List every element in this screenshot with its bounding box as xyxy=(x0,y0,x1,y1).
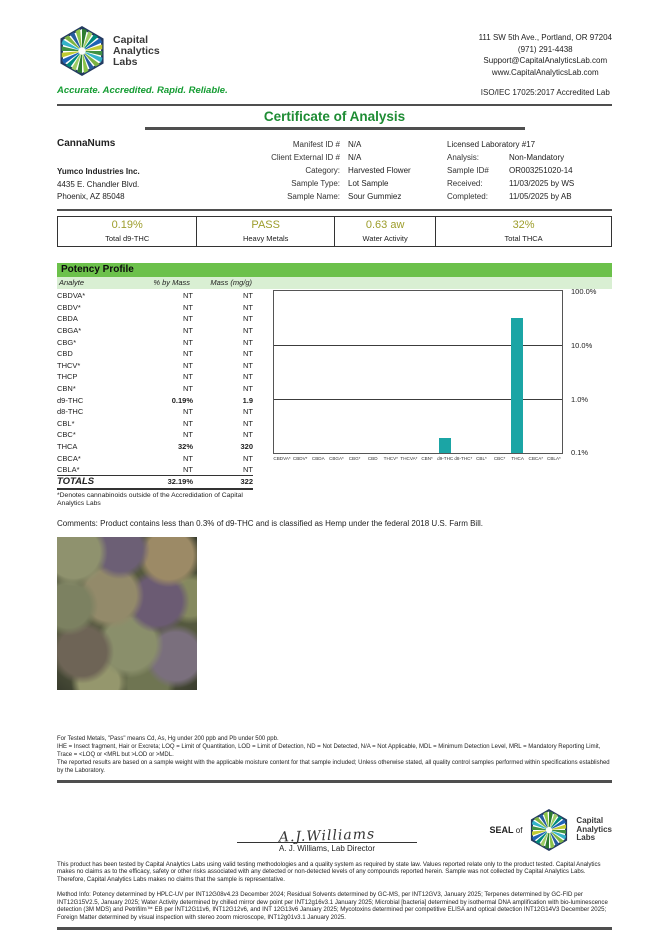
result-label: Total THCA xyxy=(504,234,543,243)
totals-label: TOTALS xyxy=(57,476,133,489)
lab-license: Licensed Laboratory #17 xyxy=(447,139,536,149)
analyte-pct: 32% xyxy=(177,442,193,452)
analyte-pct: 0.19% xyxy=(171,395,193,405)
analyte-pct: NT xyxy=(183,384,193,394)
analyte-name: CBLA* xyxy=(57,464,80,474)
lab-logo-icon xyxy=(57,26,107,76)
chart-x-label: CBD xyxy=(367,456,378,461)
potency-footnote: *Denotes cannabinoids outside of the Accredidation of Capital Analytics Labs xyxy=(57,491,243,507)
fineprint-abbreviations: IHE = Insect fragment, Hair or Excreta; LOQ = Limit of Quantitation, LOD = Limit of Detection, ND = Not Detected, N/A = Not Applicable, MDL = Minimum Detection Level, MRL = Mandatory Reporting Limit, Trace = <LOQ or <MRL but >LOD or >MDL. xyxy=(57,744,601,758)
analyte-mass: 320 xyxy=(240,442,253,452)
potency-row xyxy=(57,371,253,383)
lab-address-line: 111 SW 5th Ave., Portland, OR 97204 xyxy=(478,33,612,42)
potency-row xyxy=(57,360,253,372)
analyte-pct: NT xyxy=(183,407,193,417)
potency-row xyxy=(57,383,253,395)
disclaimer-paragraph: This product has been tested by Capital Analytics Labs using valid testing methodologies and a quality system as required by state law. Values reported relate only to the product tested. Capital Analytics makes no claims as to the efficacy, safety or other risks associated with any detected or non-detected levels of any compounds reported herein. Sample was not collected by Capital Analytics Labs. Therefore, Capital Analytics Labs makes no claims that the sample is representative. xyxy=(57,860,601,883)
ytick-10: 10.0% xyxy=(571,340,593,350)
potency-row xyxy=(57,452,253,464)
field-label: Sample ID# xyxy=(447,165,489,175)
analyte-name: THCA xyxy=(57,442,78,452)
analyte-mass: NT xyxy=(243,384,253,394)
signature-block xyxy=(237,828,417,853)
field-label: Received: xyxy=(447,178,483,188)
result-label: Water Activity xyxy=(362,234,408,243)
chart-x-labels xyxy=(273,456,563,461)
ytick-0_1: 0.1% xyxy=(571,448,589,457)
result-total-d9-thc xyxy=(58,217,197,246)
field-value: OR003251020-14 xyxy=(509,165,573,175)
analyte-mass: NT xyxy=(243,291,253,301)
seal-label xyxy=(490,825,523,835)
analyte-name: CBDVA* xyxy=(57,291,86,301)
potency-section-title: Potency Profile xyxy=(57,263,612,277)
info-divider xyxy=(57,209,612,212)
result-water-activity xyxy=(335,217,436,246)
lab-logo-wordmark xyxy=(113,35,160,68)
accreditation-note: ISO/IEC 17025:2017 Accredited Lab xyxy=(480,88,610,97)
analyte-name: CBD xyxy=(57,349,73,359)
field-value: N/A xyxy=(348,152,362,162)
field-label: Sample Name: xyxy=(287,191,340,201)
chart-x-label: CBN* xyxy=(421,456,433,461)
field-value: N/A xyxy=(348,139,362,149)
analyte-name: CBDV* xyxy=(57,302,81,312)
lab-email-link[interactable]: Support@CapitalAnalyticsLab.com xyxy=(483,56,608,65)
chart-x-label: CBC* xyxy=(493,456,506,461)
analyte-name: CBDA xyxy=(57,314,78,324)
field-label: Analysis: xyxy=(447,152,480,162)
header-left xyxy=(57,26,228,99)
field-value: 11/05/2025 by AB xyxy=(509,191,572,201)
potency-row xyxy=(57,429,253,441)
analyte-name: CBC* xyxy=(57,430,76,440)
field-value: Non-Mandatory xyxy=(509,152,565,162)
logo-word-2: Analytics xyxy=(576,824,612,834)
analyte-mass: NT xyxy=(243,453,253,463)
analyte-pct: NT xyxy=(183,360,193,370)
chart-x-label: CBDA xyxy=(311,456,325,461)
field-label: Client External ID # xyxy=(271,152,340,162)
analyte-name: CBGA* xyxy=(57,326,82,336)
potency-row xyxy=(57,464,253,476)
analyte-pct: NT xyxy=(183,464,193,474)
chart-bar-d9-THC xyxy=(439,438,451,453)
analyte-mass: NT xyxy=(243,337,253,347)
totals-pct: 32.19% xyxy=(133,476,193,489)
logo-word-2: Analytics xyxy=(113,44,160,57)
chart-x-label: CBGA* xyxy=(329,456,344,461)
client-block xyxy=(57,138,232,204)
fineprint-block xyxy=(57,736,612,776)
seal-block xyxy=(490,809,613,853)
analyte-pct: NT xyxy=(183,302,193,312)
chart-x-label: THCV* xyxy=(383,456,398,461)
totals-mass: 322 xyxy=(193,476,253,489)
result-heavy-metals xyxy=(197,217,335,246)
summary-results-strip xyxy=(57,216,612,247)
seal-logo-icon xyxy=(528,809,570,851)
potency-row xyxy=(57,290,253,302)
result-value: PASS xyxy=(251,219,280,231)
sample-fields-block xyxy=(232,138,447,204)
chart-x-label: d9-THC xyxy=(437,456,454,461)
analyte-name: d9-THC xyxy=(57,395,84,405)
analyte-mass: NT xyxy=(243,430,253,440)
potency-table xyxy=(57,290,253,490)
client-address-1: 4435 E. Chandler Blvd. xyxy=(57,179,140,189)
analyte-mass: NT xyxy=(243,314,253,324)
lab-fields-block xyxy=(447,138,612,204)
analyte-mass: 1.9 xyxy=(242,395,253,405)
field-value: Harvested Flower xyxy=(348,165,411,175)
analyte-name: CBG* xyxy=(57,337,77,347)
potency-column-headers xyxy=(57,277,612,289)
col-header-analyte: Analyte xyxy=(59,278,85,287)
chart-x-label: d8-THC* xyxy=(454,456,473,461)
result-value: 32% xyxy=(512,219,535,231)
chart-x-label: CBCA* xyxy=(528,456,544,461)
chart-y-labels xyxy=(569,287,607,457)
analyte-mass: NT xyxy=(243,326,253,336)
analyte-mass: NT xyxy=(243,372,253,382)
document-title: Certificate of Analysis xyxy=(263,109,406,124)
potency-totals-row xyxy=(57,476,253,489)
analyte-mass: NT xyxy=(243,407,253,417)
potency-row xyxy=(57,418,253,430)
chart-x-label: CBDVA* xyxy=(273,456,291,461)
logo-word-3: Labs xyxy=(113,55,138,68)
potency-table-wrap xyxy=(57,290,253,509)
lab-phone: (971) 291-4438 xyxy=(517,44,573,54)
analyte-name: d8-THC xyxy=(57,407,84,417)
analyte-mass: NT xyxy=(243,360,253,370)
col-header-mass: Mass (mg/g) xyxy=(210,278,252,287)
potency-table-body xyxy=(57,290,253,476)
potency-row xyxy=(57,441,253,453)
col-header-pct: % by Mass xyxy=(153,278,190,287)
analyte-pct: NT xyxy=(183,372,193,382)
potency-row xyxy=(57,325,253,337)
analyte-mass: NT xyxy=(243,349,253,359)
analyte-name: CBL* xyxy=(57,418,75,428)
field-label: Manifest ID # xyxy=(292,139,340,149)
potency-row xyxy=(57,348,253,360)
chart-x-label: CBL* xyxy=(476,456,487,461)
logo-word-1: Capital xyxy=(576,816,604,826)
analyte-pct: NT xyxy=(183,314,193,324)
analyte-pct: NT xyxy=(183,291,193,301)
field-label: Category: xyxy=(305,165,340,175)
analyte-pct: NT xyxy=(183,430,193,440)
client-name: CannaNums xyxy=(57,137,116,149)
chart-plot xyxy=(273,290,563,454)
lab-contact-block xyxy=(479,26,612,99)
logo-word-3: Labs xyxy=(576,833,596,843)
analyte-pct: NT xyxy=(183,349,193,359)
lab-tagline: Accurate. Accredited. Rapid. Reliable. xyxy=(57,85,228,96)
title-divider xyxy=(145,127,525,130)
fineprint-moisture: The reported results are based on a sample weight with the applicable moisture content for that sample included; Unless otherwise stated, all quality control samples performed within specifications established by the Laboratory. xyxy=(57,760,610,774)
chart-x-label: THCA xyxy=(511,456,524,461)
field-value: 11/03/2025 by WS xyxy=(509,178,575,188)
chart-x-label: THCVA* xyxy=(400,456,418,461)
fineprint-metals: For Tested Metals, "Pass" means Cd, As, Hg under 200 ppb and Pb under 500 ppb. xyxy=(57,735,279,742)
comments-line: Comments: Product contains less than 0.3% of d9-THC and is classified as Hemp under the federal 2018 U.S. Farm Bill. xyxy=(57,518,483,528)
lab-logo xyxy=(57,26,228,76)
analyte-mass: NT xyxy=(243,418,253,428)
client-address-2: Phoenix, AZ 85048 xyxy=(57,192,125,201)
seal-of-word: of xyxy=(515,825,523,835)
potency-row xyxy=(57,302,253,314)
analyte-pct: NT xyxy=(183,326,193,336)
field-label: Completed: xyxy=(447,191,488,201)
lab-website-link[interactable]: www.CapitalAnalyticsLab.com xyxy=(491,67,599,77)
signature-script: A.J.Williams xyxy=(278,826,376,846)
method-info-paragraph: Method Info: Potency determined by HPLC-UV per INT12G08v4.23 December 2024; Residual Solvents determined by GC-MS, per INT12GV3, January 2025; Terpenes determined by GC-FID per INT12G15V2.5, January 2025; Water Activity determined by chilled mirror dew point per INT12g16v3.1 January 2025; Microbial [bacteria] determined by isothermal DNA amplification with bio-luminescence detection (3M MDS) and Petrifilm™ EB per INT12G11v6, INT12G12v6, and INT 12G13v6 January 2025; Mycotoxins determined per competitive ELISA and optical detection INT12G14V3 December 2025; Foreign Matter determined by visual inspection with stereo zoom microscope, INT12g01v3.1 January 2025. xyxy=(57,891,608,921)
field-label: Sample Type: xyxy=(291,178,340,188)
chart-bar-THCA xyxy=(511,318,523,453)
potency-profile-section xyxy=(57,263,612,509)
seal-word: SEAL xyxy=(489,824,514,835)
header-divider xyxy=(57,104,612,107)
potency-row xyxy=(57,336,253,348)
result-label: Heavy Metals xyxy=(242,234,289,243)
chart-x-label: CBDV* xyxy=(292,456,308,461)
chart-x-label: CBLA* xyxy=(547,456,561,461)
analyte-name: CBCA* xyxy=(57,453,81,463)
analyte-mass: NT xyxy=(243,302,253,312)
result-value: 0.19% xyxy=(111,219,143,231)
analyte-pct: NT xyxy=(183,337,193,347)
sample-photo xyxy=(57,537,197,690)
analyte-pct: NT xyxy=(183,453,193,463)
client-company: Yumco Industries Inc. xyxy=(57,167,140,176)
result-total-thca xyxy=(436,217,611,246)
potency-chart xyxy=(273,287,608,509)
signature-row xyxy=(57,809,612,853)
analyte-name: CBN* xyxy=(57,384,76,394)
analyte-pct: NT xyxy=(183,418,193,428)
seal-logo-wordmark xyxy=(576,817,612,843)
potency-row xyxy=(57,406,253,418)
potency-row xyxy=(57,394,253,406)
ytick-100: 100.0% xyxy=(571,287,597,296)
field-value: Lot Sample xyxy=(348,178,389,188)
result-value: 0.63 aw xyxy=(365,219,405,231)
analyte-mass: NT xyxy=(243,464,253,474)
header xyxy=(57,26,612,99)
fineprint-divider xyxy=(57,780,612,783)
sample-info-section xyxy=(57,138,612,204)
potency-row xyxy=(57,313,253,325)
field-value: Sour Gummiez xyxy=(348,191,402,201)
signatory-name: A. J. Williams, Lab Director xyxy=(278,843,376,853)
result-label: Total d9-THC xyxy=(105,234,150,243)
chart-x-label: CBG* xyxy=(348,456,361,461)
logo-word-1: Capital xyxy=(113,33,149,46)
ytick-1: 1.0% xyxy=(571,394,589,404)
analyte-name: THCV* xyxy=(57,360,81,370)
analyte-name: THCP xyxy=(57,372,78,382)
